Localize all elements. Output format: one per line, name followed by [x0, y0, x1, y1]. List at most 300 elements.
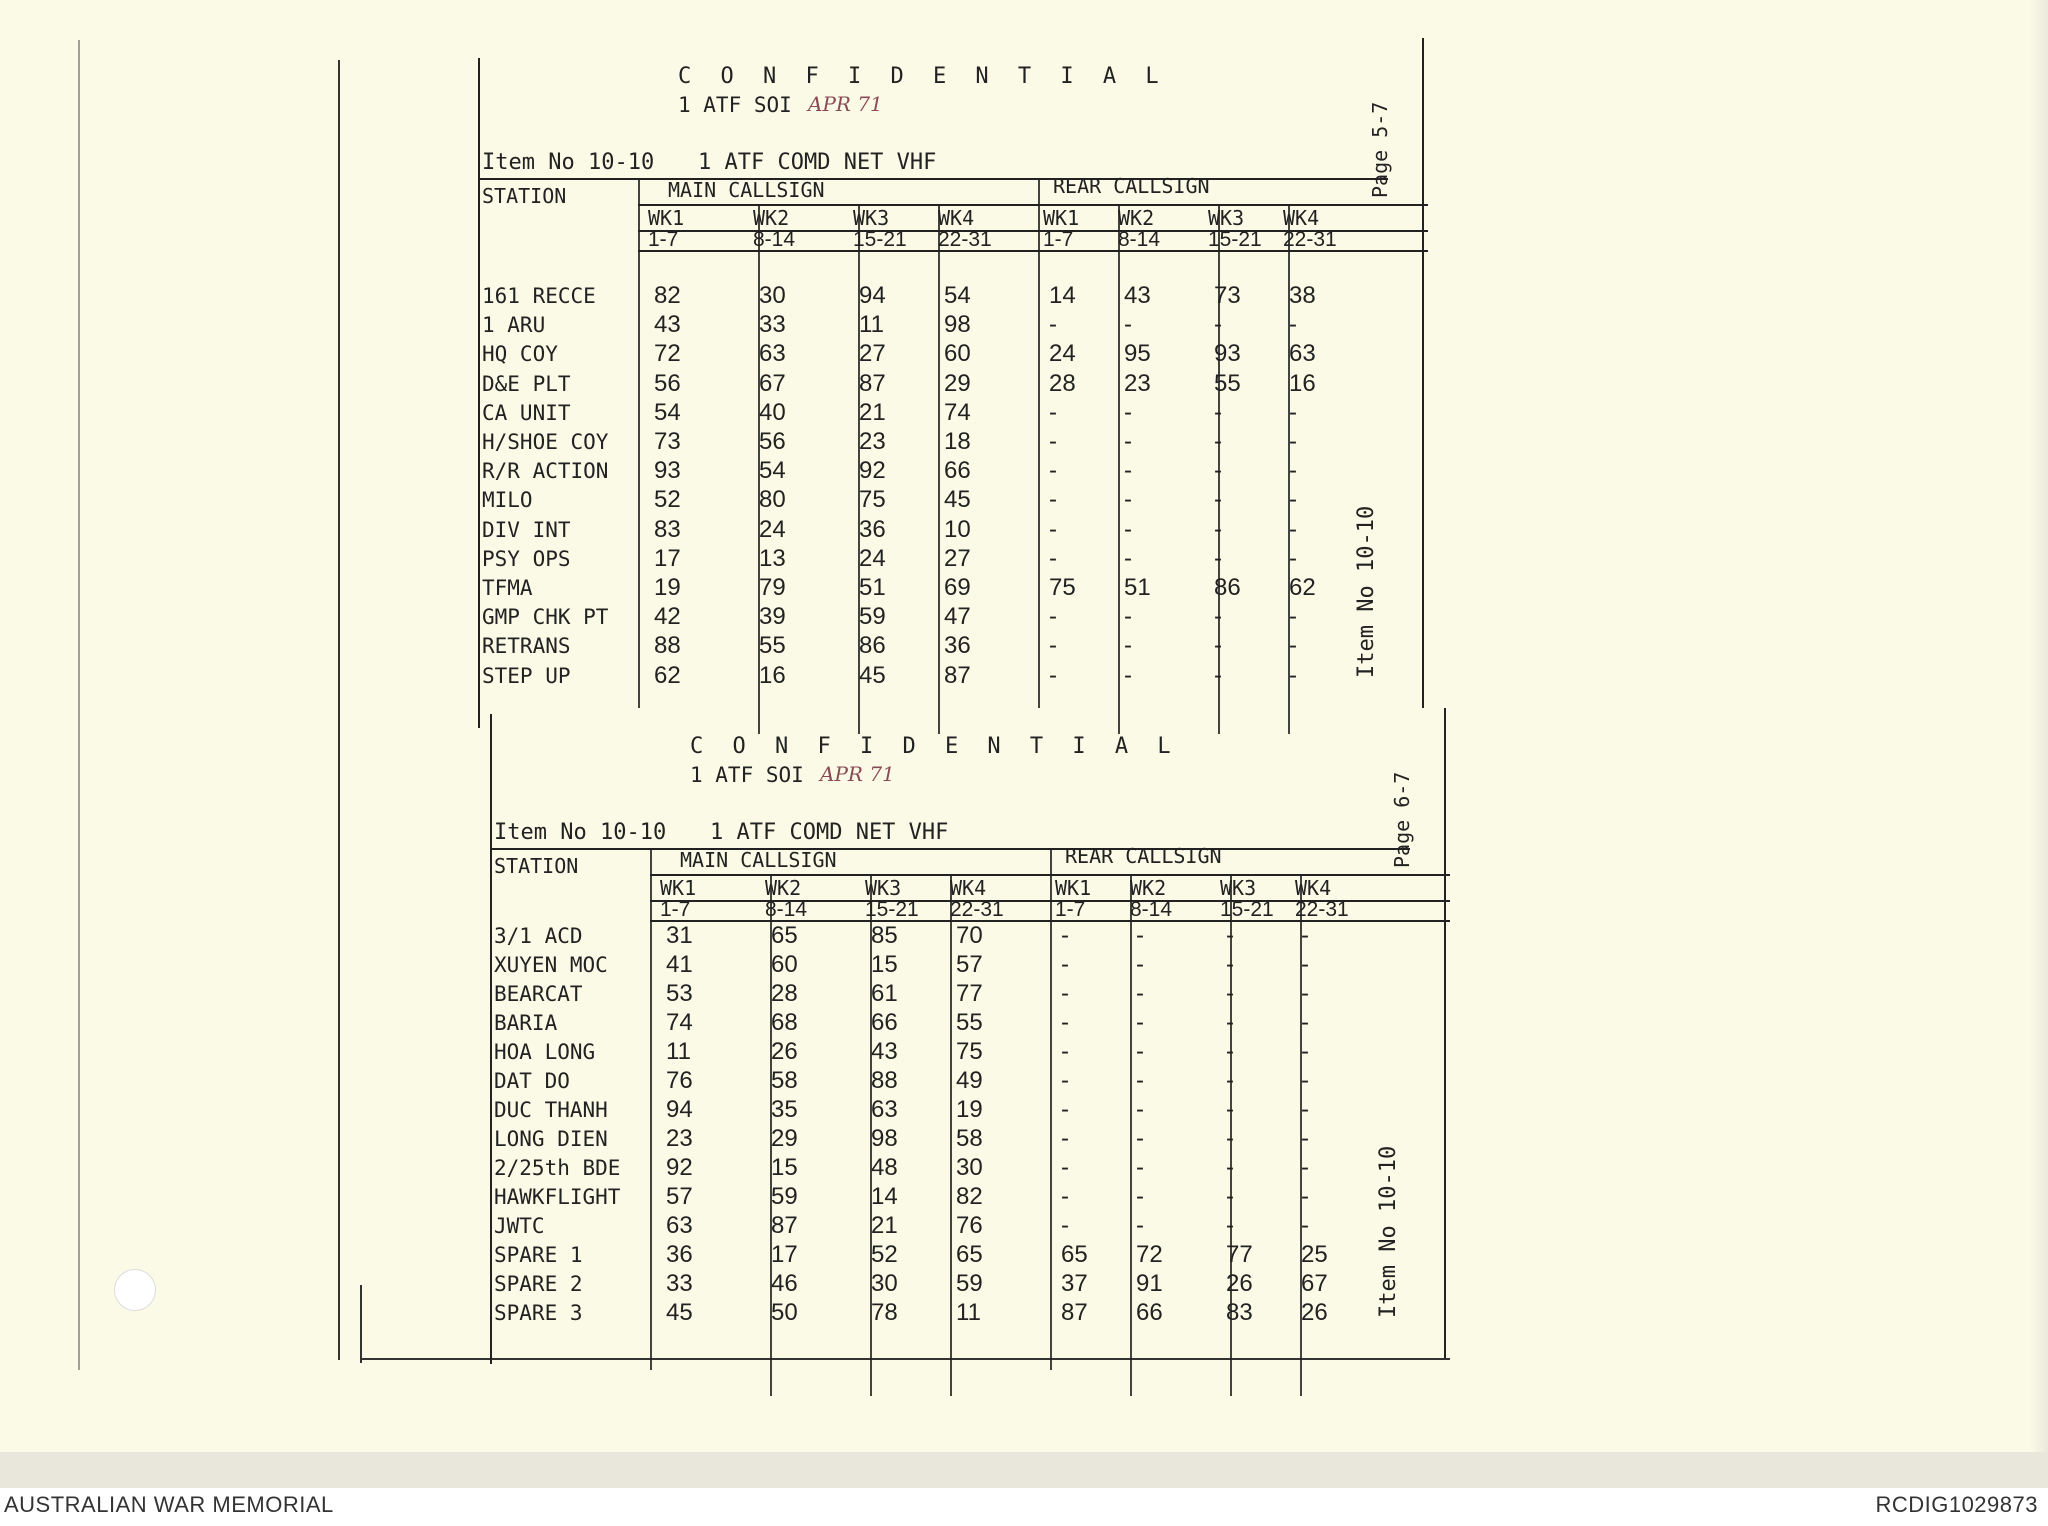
header-rule	[490, 848, 1410, 850]
callsign-cell: 67	[759, 369, 786, 397]
callsign-cell: 63	[759, 340, 786, 368]
callsign-cell: 60	[944, 340, 971, 368]
main-callsign-header: MAIN CALLSIGN	[668, 178, 825, 202]
item-number: Item No 10-10	[494, 820, 667, 845]
callsign-cell: 19	[654, 574, 681, 601]
week-header: WK1	[1043, 206, 1080, 230]
callsign-cell: 56	[759, 428, 786, 455]
callsign-cell: 62	[1289, 574, 1316, 601]
callsign-cell: -	[1301, 1212, 1309, 1239]
callsign-cell: 63	[1289, 340, 1316, 368]
week-header: WK1	[1055, 876, 1092, 900]
callsign-cell: -	[1136, 1009, 1144, 1036]
callsign-cell: 77	[1226, 1241, 1253, 1268]
callsign-cell: 33	[759, 311, 786, 339]
callsign-cell: 23	[859, 428, 886, 455]
callsign-cell: -	[1214, 632, 1222, 660]
callsign-cell: 73	[1214, 282, 1241, 309]
station-name: 161 RECCE	[482, 284, 596, 308]
callsign-cell: -	[1214, 311, 1222, 339]
callsign-cell: 57	[956, 951, 983, 978]
callsign-cell: 39	[759, 603, 786, 631]
callsign-cell: -	[1226, 1154, 1234, 1181]
callsign-cell: -	[1226, 951, 1234, 978]
day-range-header: 1-7	[648, 228, 679, 251]
callsign-cell: 45	[666, 1299, 693, 1326]
soi-label: 1 ATF SOI	[690, 763, 804, 787]
callsign-cell: 58	[771, 1067, 798, 1094]
footer-source: AUSTRALIAN WAR MEMORIAL	[4, 1492, 334, 1517]
station-name: H/SHOE COY	[482, 430, 609, 454]
station-name: RETRANS	[482, 634, 571, 659]
soi-sheet	[490, 708, 1450, 1348]
callsign-cell: 55	[1214, 369, 1241, 397]
station-name: MILO	[482, 488, 533, 513]
callsign-cell: -	[1061, 980, 1069, 1007]
callsign-cell: 45	[944, 486, 971, 514]
callsign-cell: 48	[871, 1154, 898, 1181]
station-header: STATION	[482, 184, 567, 208]
callsign-cell: 28	[771, 980, 798, 1007]
callsign-cell: 52	[871, 1241, 898, 1268]
callsign-cell: 63	[666, 1212, 693, 1239]
mount-frame-bottom	[360, 1358, 1450, 1360]
callsign-cell: -	[1301, 1154, 1309, 1181]
callsign-cell: -	[1124, 661, 1132, 689]
callsign-cell: 24	[759, 515, 786, 543]
callsign-cell: 29	[944, 369, 971, 397]
column-rule	[950, 876, 952, 1396]
callsign-cell: 73	[654, 428, 681, 455]
callsign-cell: 95	[1124, 340, 1151, 368]
callsign-cell: 62	[654, 661, 681, 689]
callsign-cell: -	[1124, 486, 1132, 514]
callsign-cell: 53	[666, 980, 693, 1007]
callsign-cell: -	[1214, 661, 1222, 689]
day-range-header: 1-7	[1043, 228, 1074, 251]
callsign-cell: 11	[956, 1299, 981, 1326]
callsign-cell: -	[1301, 1125, 1309, 1152]
week-header: WK1	[648, 206, 685, 230]
callsign-cell: -	[1061, 1125, 1069, 1152]
callsign-cell: -	[1226, 1067, 1234, 1094]
day-range-header: 22-31	[938, 228, 992, 251]
callsign-cell: -	[1136, 1038, 1144, 1065]
callsign-cell: 79	[759, 574, 786, 601]
callsign-cell: -	[1214, 428, 1222, 455]
callsign-cell: -	[1124, 603, 1132, 631]
callsign-cell: 72	[654, 340, 681, 368]
station-name: 3/1 ACD	[494, 924, 583, 948]
callsign-cell: 65	[771, 922, 798, 949]
callsign-cell: 49	[956, 1067, 983, 1094]
callsign-cell: 33	[666, 1270, 693, 1297]
callsign-cell: -	[1226, 1212, 1234, 1239]
day-range-header: 22-31	[1283, 228, 1337, 251]
callsign-cell: 15	[871, 951, 898, 978]
rear-callsign-header: REAR CALLSIGN	[1053, 174, 1210, 198]
callsign-cell: -	[1049, 428, 1057, 455]
page-number-vertical: Page 5-7	[1368, 101, 1392, 198]
callsign-cell: 41	[666, 951, 693, 978]
callsign-cell: 35	[771, 1096, 798, 1123]
callsign-cell: 51	[859, 574, 886, 601]
station-name: LONG DIEN	[494, 1127, 608, 1151]
callsign-cell: -	[1214, 515, 1222, 543]
callsign-cell: -	[1049, 457, 1057, 485]
callsign-cell: -	[1301, 1038, 1309, 1065]
callsign-cell: -	[1301, 1067, 1309, 1094]
callsign-cell: -	[1049, 515, 1057, 543]
mount-frame-left-lower	[360, 1285, 362, 1363]
callsign-cell: 40	[759, 398, 786, 426]
sheet-left-rule	[478, 58, 480, 728]
callsign-cell: 45	[859, 661, 886, 689]
callsign-cell: 77	[956, 980, 983, 1007]
callsign-cell: 43	[654, 311, 681, 339]
callsign-cell: -	[1136, 922, 1144, 949]
callsign-cell: 42	[654, 603, 681, 631]
callsign-cell: -	[1226, 1125, 1234, 1152]
day-range-header: 8-14	[753, 228, 796, 251]
callsign-cell: -	[1136, 1154, 1144, 1181]
callsign-cell: 21	[859, 398, 886, 426]
callsign-cell: -	[1301, 1096, 1309, 1123]
week-header: WK3	[1208, 206, 1245, 230]
callsign-cell: 10	[944, 515, 971, 543]
callsign-cell: 78	[871, 1299, 898, 1326]
day-range-header: 22-31	[1295, 898, 1349, 921]
item-number-vertical: Item No 10-10	[1354, 505, 1379, 678]
callsign-cell: 65	[956, 1241, 983, 1268]
station-name: R/R ACTION	[482, 459, 609, 484]
callsign-cell: 61	[871, 980, 898, 1007]
callsign-cell: 86	[859, 632, 886, 660]
station-name: CA UNIT	[482, 400, 571, 425]
callsign-cell: 28	[1049, 369, 1076, 397]
callsign-cell: 36	[859, 515, 886, 543]
callsign-cell: 75	[1049, 574, 1076, 601]
callsign-cell: 31	[666, 922, 693, 949]
day-range-header: 15-21	[865, 898, 919, 921]
callsign-cell: 91	[1136, 1270, 1163, 1297]
station-name: SPARE 2	[494, 1272, 583, 1296]
callsign-cell: 70	[956, 922, 983, 949]
callsign-cell: 75	[859, 486, 886, 514]
callsign-cell: -	[1061, 922, 1069, 949]
callsign-cell: 69	[944, 574, 971, 601]
callsign-cell: 17	[654, 544, 681, 572]
margin-rule	[78, 40, 80, 1370]
callsign-cell: 66	[1136, 1299, 1163, 1326]
callsign-cell: -	[1124, 428, 1132, 455]
week-header: WK2	[765, 876, 802, 900]
callsign-cell: 60	[771, 951, 798, 978]
callsign-cell: -	[1049, 486, 1057, 514]
page-number-vertical: Page 6-7	[1390, 771, 1414, 868]
callsign-cell: -	[1049, 398, 1057, 426]
callsign-cell: 87	[944, 661, 971, 689]
callsign-cell: 43	[871, 1038, 898, 1065]
callsign-cell: 29	[771, 1125, 798, 1152]
callsign-cell: -	[1124, 544, 1132, 572]
callsign-cell: 56	[654, 369, 681, 397]
callsign-cell: -	[1289, 603, 1297, 631]
handwritten-date: APR 71	[808, 92, 883, 116]
callsign-cell: 76	[956, 1212, 983, 1239]
callsign-cell: -	[1061, 1212, 1069, 1239]
day-range-header: 15-21	[1208, 228, 1262, 251]
callsign-cell: -	[1124, 515, 1132, 543]
callsign-cell: 92	[666, 1154, 693, 1181]
footer-record-id: RCDIG1029873	[1875, 1492, 2038, 1517]
item-number-vertical: Item No 10-10	[1376, 1145, 1401, 1318]
callsign-cell: -	[1124, 398, 1132, 426]
week-header: WK3	[853, 206, 890, 230]
handwritten-date: APR 71	[820, 762, 895, 786]
callsign-cell: 98	[944, 311, 971, 339]
callsign-cell: 19	[956, 1096, 983, 1123]
week-header: WK3	[1220, 876, 1257, 900]
callsign-cell: -	[1301, 922, 1309, 949]
callsign-cell: -	[1226, 1096, 1234, 1123]
callsign-cell: 37	[1061, 1270, 1088, 1297]
station-name: HAWKFLIGHT	[494, 1185, 621, 1209]
station-name: BEARCAT	[494, 982, 583, 1006]
station-name: STEP UP	[482, 663, 571, 688]
station-name: D&E PLT	[482, 371, 571, 396]
column-rule	[1130, 876, 1132, 1396]
callsign-cell: 92	[859, 457, 886, 485]
day-range-header: 15-21	[853, 228, 907, 251]
callsign-cell: 83	[654, 515, 681, 543]
callsign-cell: -	[1136, 980, 1144, 1007]
week-header: WK2	[1130, 876, 1167, 900]
callsign-cell: 87	[1061, 1299, 1088, 1326]
callsign-cell: 25	[1301, 1241, 1328, 1268]
callsign-cell: -	[1289, 457, 1297, 485]
callsign-cell: 11	[859, 311, 884, 339]
column-rule	[1050, 850, 1052, 1370]
callsign-cell: 94	[666, 1096, 693, 1123]
callsign-cell: -	[1061, 1009, 1069, 1036]
callsign-cell: -	[1289, 311, 1297, 339]
day-range-header: 8-14	[765, 898, 808, 921]
callsign-cell: -	[1061, 1154, 1069, 1181]
callsign-cell: -	[1136, 1096, 1144, 1123]
callsign-cell: 83	[1226, 1299, 1253, 1326]
callsign-cell: 36	[666, 1241, 693, 1268]
soi-label: 1 ATF SOI	[678, 93, 792, 117]
callsign-cell: 93	[654, 457, 681, 485]
day-range-header: 8-14	[1118, 228, 1161, 251]
callsign-cell: -	[1289, 544, 1297, 572]
station-name: 1 ARU	[482, 313, 546, 338]
callsign-cell: -	[1124, 457, 1132, 485]
callsign-cell: 87	[771, 1212, 798, 1239]
callsign-cell: 57	[666, 1183, 693, 1210]
day-range-header: 22-31	[950, 898, 1004, 921]
callsign-cell: -	[1136, 1067, 1144, 1094]
callsign-cell: 55	[956, 1009, 983, 1036]
callsign-cell: 16	[1289, 369, 1316, 397]
callsign-cell: -	[1214, 457, 1222, 485]
station-name: XUYEN MOC	[494, 953, 608, 977]
week-header: WK4	[950, 876, 987, 900]
page-edge-shadow	[2030, 0, 2048, 1452]
station-name: HOA LONG	[494, 1040, 596, 1064]
callsign-cell: -	[1214, 544, 1222, 572]
callsign-cell: 16	[759, 661, 786, 689]
callsign-cell: 24	[1049, 340, 1076, 368]
callsign-cell: -	[1136, 1183, 1144, 1210]
callsign-cell: 75	[956, 1038, 983, 1065]
callsign-cell: 13	[759, 544, 786, 572]
item-number: Item No 10-10	[482, 150, 655, 175]
callsign-cell: 59	[771, 1183, 798, 1210]
callsign-cell: 26	[771, 1038, 798, 1065]
callsign-cell: 14	[871, 1183, 898, 1210]
callsign-cell: 24	[859, 544, 886, 572]
callsign-cell: 63	[871, 1096, 898, 1123]
callsign-cell: -	[1136, 951, 1144, 978]
callsign-cell: -	[1226, 922, 1234, 949]
callsign-cell: -	[1226, 1183, 1234, 1210]
callsign-cell: -	[1289, 661, 1297, 689]
callsign-cell: -	[1049, 603, 1057, 631]
callsign-cell: 55	[759, 632, 786, 660]
callsign-cell: 65	[1061, 1241, 1088, 1268]
callsign-cell: -	[1061, 1067, 1069, 1094]
classification-heading: C O N F I D E N T I A L	[678, 64, 1167, 89]
callsign-cell: 30	[871, 1270, 898, 1297]
callsign-cell: 76	[666, 1067, 693, 1094]
callsign-cell: 27	[859, 340, 886, 368]
callsign-cell: 43	[1124, 282, 1151, 309]
callsign-cell: -	[1301, 1183, 1309, 1210]
net-title: 1 ATF COMD NET VHF	[710, 820, 949, 845]
day-range-header: 1-7	[1055, 898, 1086, 921]
callsign-cell: 88	[654, 632, 681, 660]
callsign-cell: -	[1061, 1038, 1069, 1065]
day-range-header: 15-21	[1220, 898, 1274, 921]
callsign-cell: 51	[1124, 574, 1151, 601]
column-rule	[1038, 180, 1040, 708]
callsign-cell: 21	[871, 1212, 898, 1239]
callsign-cell: 88	[871, 1067, 898, 1094]
callsign-cell: 18	[944, 428, 971, 455]
callsign-cell: 66	[871, 1009, 898, 1036]
callsign-cell: 23	[1124, 369, 1151, 397]
callsign-cell: 54	[759, 457, 786, 485]
callsign-cell: 26	[1301, 1299, 1328, 1326]
callsign-cell: 15	[771, 1154, 798, 1181]
callsign-cell: 87	[859, 369, 886, 397]
callsign-cell: -	[1301, 980, 1309, 1007]
callsign-cell: 27	[944, 544, 971, 572]
callsign-cell: 94	[859, 282, 886, 309]
callsign-cell: 54	[654, 398, 681, 426]
sheet-right-rule	[1422, 38, 1424, 708]
callsign-cell: -	[1049, 632, 1057, 660]
station-name: BARIA	[494, 1011, 558, 1035]
callsign-cell: 59	[859, 603, 886, 631]
callsign-cell: -	[1136, 1125, 1144, 1152]
station-name: PSY OPS	[482, 546, 571, 571]
callsign-cell: -	[1061, 1183, 1069, 1210]
callsign-cell: 36	[944, 632, 971, 660]
column-rule	[938, 206, 940, 734]
callsign-cell: 68	[771, 1009, 798, 1036]
callsign-cell: 98	[871, 1125, 898, 1152]
callsign-cell: 82	[956, 1183, 983, 1210]
callsign-cell: -	[1214, 486, 1222, 514]
station-name: HQ COY	[482, 342, 558, 367]
callsign-cell: 86	[1214, 574, 1241, 601]
station-name: DAT DO	[494, 1069, 570, 1093]
week-header: WK4	[1283, 206, 1320, 230]
station-name: SPARE 3	[494, 1301, 583, 1325]
callsign-cell: 30	[956, 1154, 983, 1181]
week-header: WK4	[938, 206, 975, 230]
callsign-cell: -	[1214, 398, 1222, 426]
column-rule	[650, 850, 652, 1370]
callsign-cell: 52	[654, 486, 681, 514]
callsign-cell: 93	[1214, 340, 1241, 368]
callsign-cell: -	[1226, 1009, 1234, 1036]
footer-bar	[0, 1488, 2048, 1526]
station-name: JWTC	[494, 1214, 545, 1238]
callsign-cell: -	[1049, 311, 1057, 339]
callsign-cell: 38	[1289, 282, 1316, 309]
callsign-cell: -	[1289, 632, 1297, 660]
callsign-cell: 14	[1049, 282, 1076, 309]
callsign-cell: 74	[666, 1009, 693, 1036]
callsign-cell: -	[1289, 398, 1297, 426]
callsign-cell: -	[1136, 1212, 1144, 1239]
net-title: 1 ATF COMD NET VHF	[698, 150, 937, 175]
sheet-left-rule	[490, 714, 492, 1364]
station-name: 2/25th BDE	[494, 1156, 621, 1180]
callsign-cell: -	[1061, 1096, 1069, 1123]
callsign-cell: 59	[956, 1270, 983, 1297]
callsign-cell: 47	[944, 603, 971, 631]
callsign-cell: 54	[944, 282, 971, 309]
callsign-cell: 66	[944, 457, 971, 485]
callsign-cell: 46	[771, 1270, 798, 1297]
callsign-cell: -	[1289, 515, 1297, 543]
callsign-cell: -	[1049, 661, 1057, 689]
station-name: DIV INT	[482, 517, 571, 542]
week-header: WK4	[1295, 876, 1332, 900]
callsign-cell: -	[1124, 311, 1132, 339]
callsign-cell: 85	[871, 922, 898, 949]
callsign-cell: 74	[944, 398, 971, 426]
callsign-cell: -	[1289, 428, 1297, 455]
callsign-cell: 72	[1136, 1241, 1163, 1268]
callsign-cell: -	[1214, 603, 1222, 631]
callsign-cell: -	[1226, 1038, 1234, 1065]
callsign-cell: 23	[666, 1125, 693, 1152]
sheet-right-rule	[1444, 708, 1446, 1358]
callsign-cell: -	[1049, 544, 1057, 572]
callsign-cell: -	[1301, 1009, 1309, 1036]
day-range-header: 8-14	[1130, 898, 1173, 921]
station-name: GMP CHK PT	[482, 605, 609, 630]
week-header: WK1	[660, 876, 697, 900]
classification-heading: C O N F I D E N T I A L	[690, 734, 1179, 759]
station-name: TFMA	[482, 576, 533, 600]
